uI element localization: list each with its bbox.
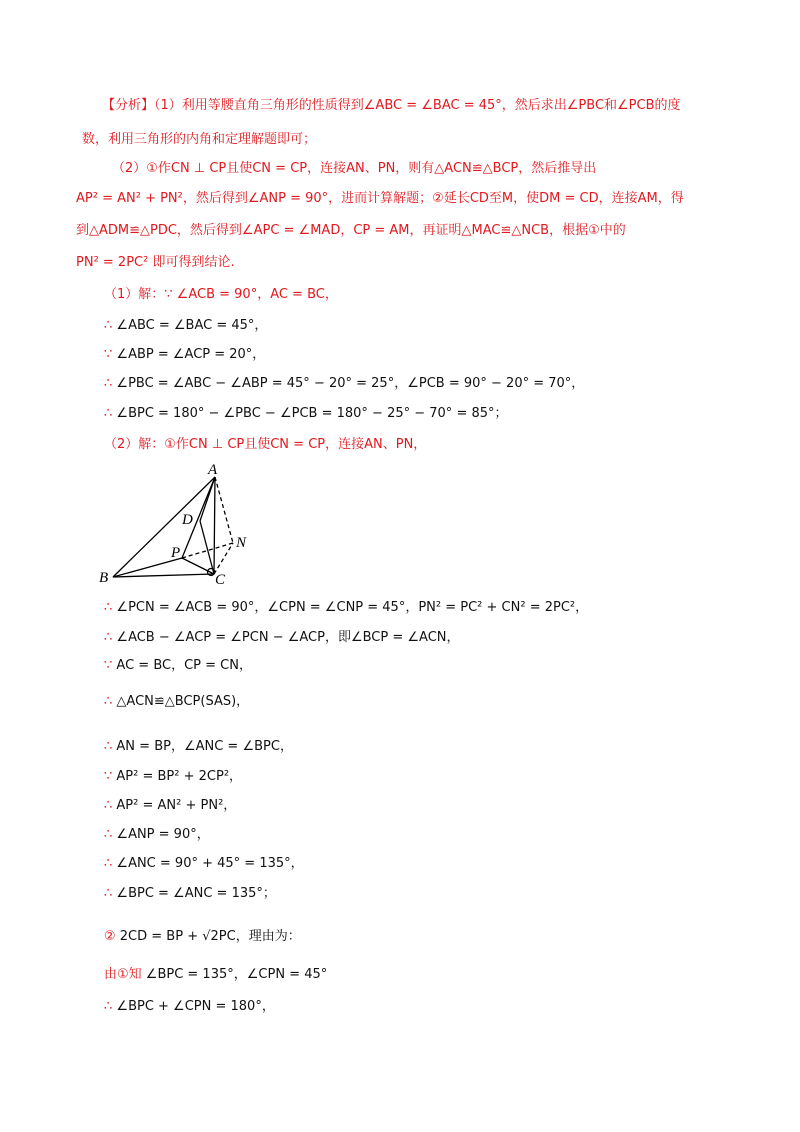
proof-symbol: ∴ bbox=[104, 827, 113, 842]
analysis-line-4: AP² = AN² + PN²，然后得到∠ANP = 90°，进而计算解题；②延长CD至M，使DM = CD，连接AM，得 bbox=[76, 191, 684, 206]
proof-line bbox=[104, 737, 293, 757]
point-label-b: B bbox=[99, 570, 109, 586]
proof-text: AP² = BP² + 2CP²， bbox=[112, 769, 243, 784]
proof-symbol: ∵ bbox=[104, 769, 113, 784]
therefore-symbol: ∴ bbox=[104, 376, 113, 391]
proof-symbol: ∴ bbox=[104, 630, 113, 645]
proof-text: AP² = AN² + PN²， bbox=[112, 798, 237, 813]
segment-ab bbox=[113, 477, 215, 577]
solution-text: ∠ABP = ∠ACP = 20°， bbox=[112, 347, 266, 362]
point-label-d: D bbox=[182, 512, 193, 528]
analysis-line-3: （2）①作CN ⊥ CP且使CN = CP，连接AN、PN，则有△ACN≌△BCP，然后推导出 bbox=[112, 161, 597, 176]
proof-symbol: ∴ bbox=[104, 886, 113, 901]
proof-symbol: ∴ bbox=[104, 600, 113, 615]
geometry-diagram bbox=[95, 455, 265, 590]
solution-text: ∠PBC = ∠ABC − ∠ABP = 45° − 20° = 25°，∠PCB = 90° − 20° = 70°， bbox=[112, 376, 585, 391]
proof-line bbox=[104, 884, 276, 904]
proof-symbol: ∴ bbox=[104, 694, 113, 709]
proof-symbol: ∴ bbox=[104, 856, 113, 871]
therefore-symbol: ∴ bbox=[104, 318, 113, 333]
proof-line bbox=[104, 628, 460, 648]
analysis-line-1: 【分析】（1）利用等腰直角三角形的性质得到∠ABC = ∠BAC = 45°，然后求出∠PBC和∠PCB的度 bbox=[102, 98, 681, 113]
proof-line bbox=[104, 854, 304, 874]
proof-text: 2CD = BP + √2PC，理由为： bbox=[115, 929, 301, 944]
proof-line bbox=[104, 997, 275, 1017]
solution-text: （1）解：∵ ∠ACB = 90°，AC = BC， bbox=[104, 287, 338, 302]
proof-line bbox=[104, 927, 301, 947]
proof-text: ∠ANC = 90° + 45° = 135°， bbox=[112, 856, 304, 871]
proof-text: ∠BPC = 135°，∠CPN = 45° bbox=[141, 967, 328, 982]
solution-line bbox=[104, 374, 584, 394]
solution-text: ∠ABC = ∠BAC = 45°， bbox=[112, 318, 268, 333]
point-label-p: P bbox=[171, 545, 181, 561]
proof-text: ∠BPC = ∠ANC = 135°； bbox=[112, 886, 276, 901]
solution-line bbox=[104, 316, 267, 336]
proof-line bbox=[104, 825, 210, 845]
point-label-c: C bbox=[215, 572, 226, 588]
proof-line bbox=[104, 692, 249, 712]
proof-symbol: ∴ bbox=[104, 739, 113, 754]
analysis-line-5: 到△ADM≌△PDC，然后得到∠APC = ∠MAD，CP = AM，再证明△MAC≌△NCB，根据①中的 bbox=[76, 223, 626, 238]
proof-line bbox=[104, 656, 252, 676]
proof-text: △ACN≌△BCP(SAS)， bbox=[112, 694, 250, 709]
proof-line bbox=[104, 965, 327, 985]
proof-symbol: ∴ bbox=[104, 999, 113, 1014]
proof-text: ∠ANP = 90°， bbox=[112, 827, 210, 842]
analysis-line-2: 数，利用三角形的内角和定理解题即可； bbox=[82, 132, 317, 147]
segment-an bbox=[215, 477, 233, 543]
proof-symbol: ∵ bbox=[104, 658, 113, 673]
analysis-line-6: PN² = 2PC² 即可得到结论. bbox=[76, 255, 235, 270]
segment-bc bbox=[113, 574, 214, 577]
because-symbol: ∵ bbox=[104, 347, 113, 362]
solution-text: ∠BPC = 180° − ∠PBC − ∠PCB = 180° − 25° − 70° = 85°； bbox=[112, 406, 508, 421]
point-label-a: A bbox=[208, 462, 218, 478]
proof-text: AC = BC，CP = CN， bbox=[112, 658, 252, 673]
segment-pc bbox=[182, 558, 214, 574]
proof-symbol: 由①知 bbox=[104, 967, 142, 982]
proof-text: ∠ACB − ∠ACP = ∠PCN − ∠ACP，即∠BCP = ∠ACN， bbox=[112, 630, 460, 645]
segment-ac bbox=[214, 477, 215, 574]
proof-line bbox=[104, 598, 588, 618]
segment-dc bbox=[200, 521, 214, 574]
solution-line bbox=[104, 404, 508, 424]
proof-line bbox=[104, 767, 242, 787]
solution-line bbox=[104, 345, 265, 365]
proof-text: ∠BPC + ∠CPN = 180°， bbox=[112, 999, 275, 1014]
proof-line bbox=[104, 796, 236, 816]
proof-text: ∠PCN = ∠ACB = 90°，∠CPN = ∠CNP = 45°，PN² = PC² + CN² = 2PC²， bbox=[112, 600, 589, 615]
point-label-n: N bbox=[236, 535, 247, 551]
solution-line bbox=[104, 285, 338, 305]
proof-symbol: ∴ bbox=[104, 798, 113, 813]
solution-line: （2）解：①作CN ⊥ CP且使CN = CP，连接AN、PN， bbox=[104, 437, 427, 452]
proof-text: AN = BP，∠ANC = ∠BPC， bbox=[112, 739, 293, 754]
proof-symbol: ② bbox=[104, 929, 116, 944]
therefore-symbol: ∴ bbox=[104, 406, 113, 421]
